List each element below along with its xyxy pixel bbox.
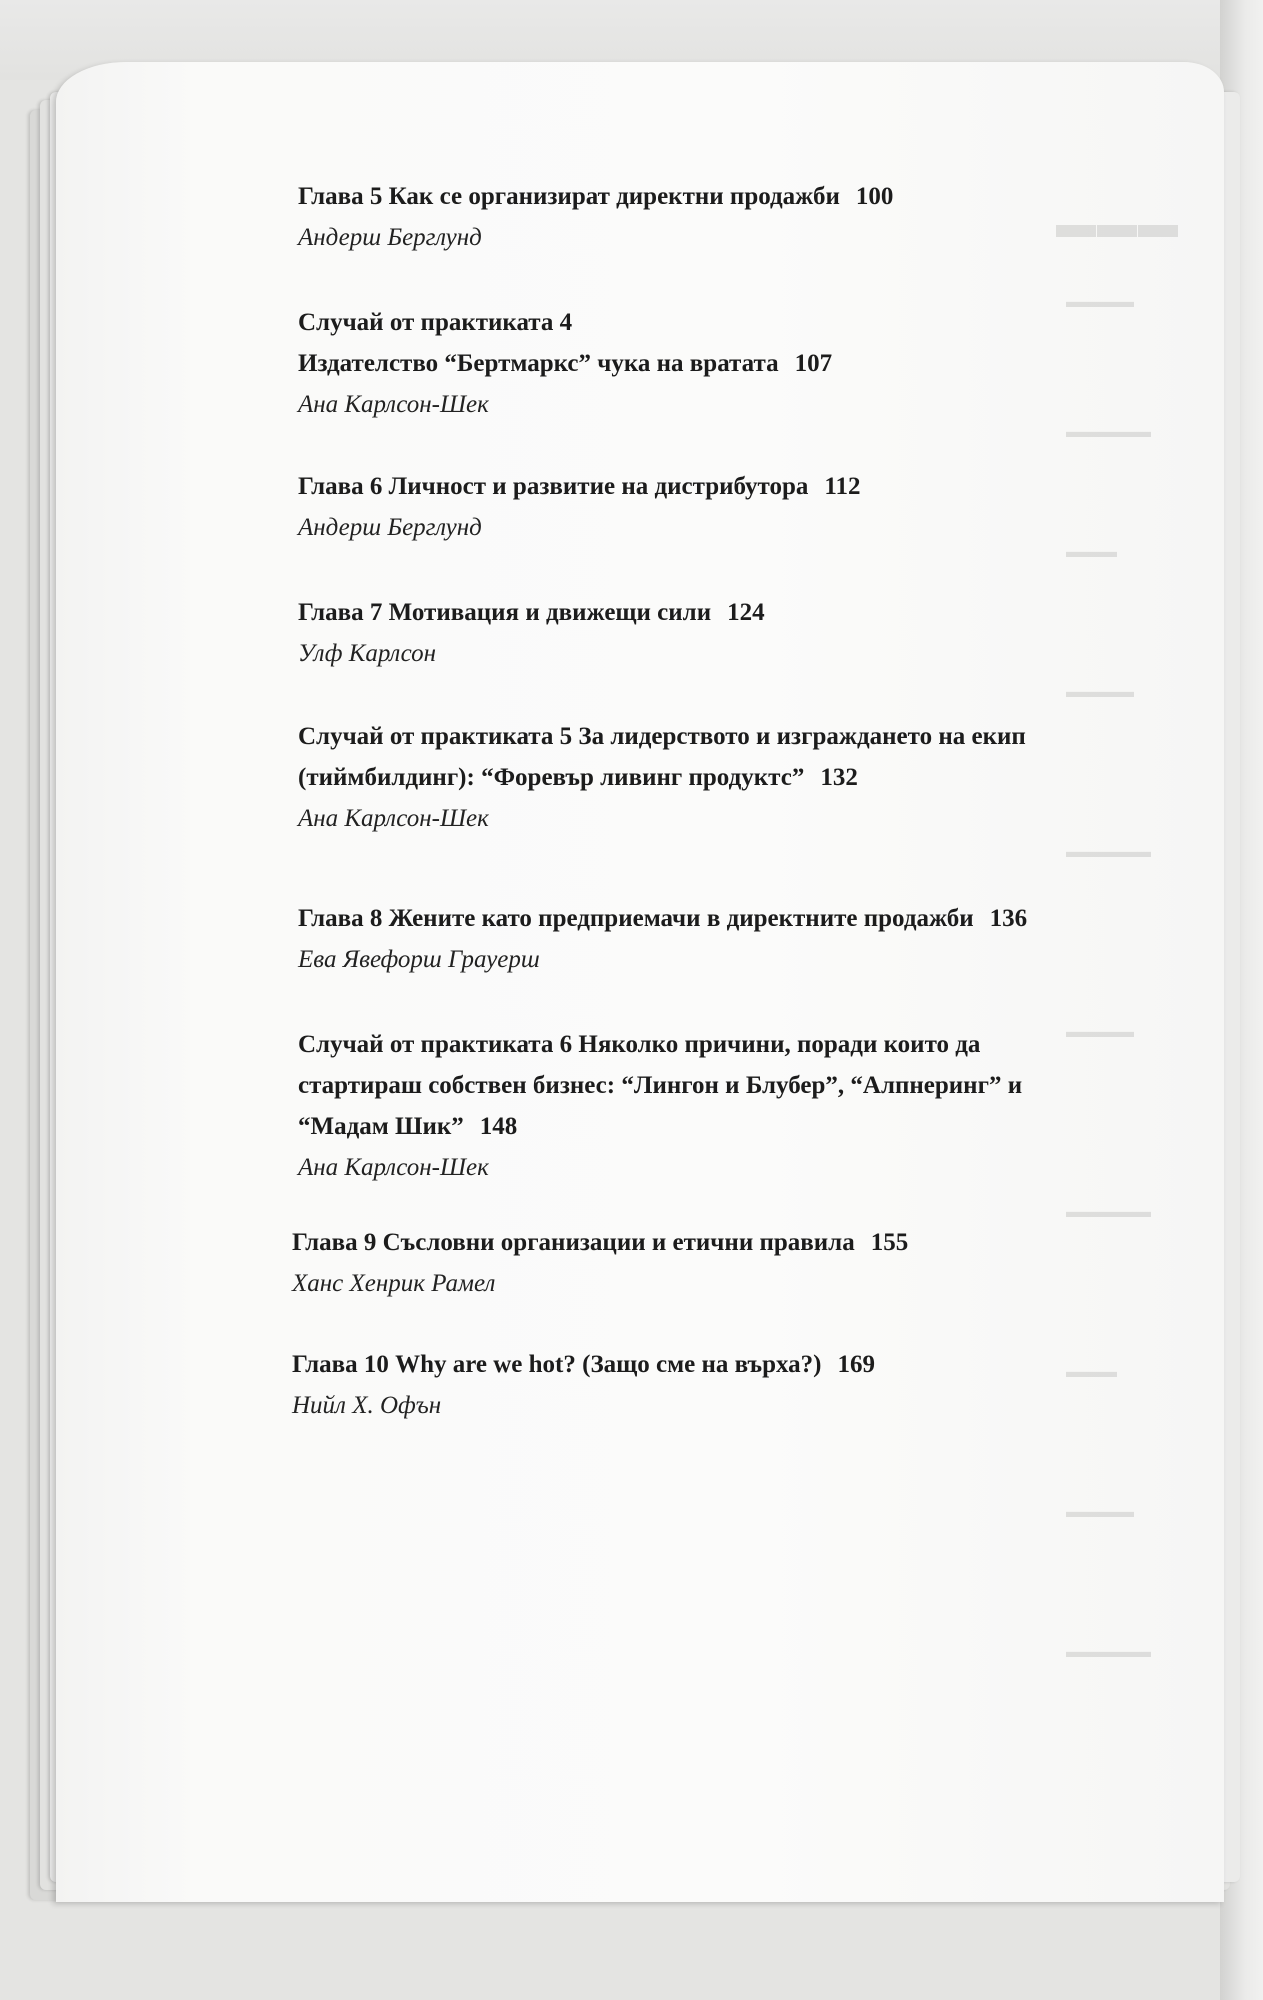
toc-entry-author: Андерш Берглунд [298, 224, 482, 251]
toc-page-number: 155 [870, 1229, 909, 1256]
toc-entry-title: Глава 10 Why are we hot? (Защо сме на върха?) 169 [292, 1351, 875, 1378]
toc-page-number: 148 [479, 1113, 518, 1140]
toc-entry-title: “Мадам Шик” 148 [298, 1113, 518, 1140]
toc-page-number: 107 [794, 350, 833, 377]
show-through-text: ▬▬▬▬▬ [1066, 842, 1151, 861]
toc-entry-title: Глава 5 Как се организират директни продажби 100 [298, 183, 894, 210]
toc-entry-author: Нийл Х. Офън [292, 1392, 442, 1419]
toc-entry-author: Ана Карлсон-Шек [298, 805, 489, 832]
toc-entry-author: Ана Карлсон-Шек [298, 1154, 489, 1181]
toc-entry [298, 466, 861, 548]
show-through-text: ▬▬▬▬ [1066, 1502, 1134, 1521]
toc-entry-author: Андерш Берглунд [298, 514, 482, 541]
toc-entry-title: Глава 6 Личност и развитие на дистрибутора 112 [298, 473, 861, 500]
toc-entry-author: Улф Карлсон [298, 640, 437, 667]
toc-entry [298, 716, 1026, 839]
toc-page-number: 112 [824, 473, 861, 500]
toc-entry [298, 176, 893, 258]
toc-entry-title: Глава 9 Съсловни организации и етични правила 155 [292, 1229, 909, 1256]
show-through-text: ▬▬▬▬▬ [1066, 1642, 1151, 1661]
show-through-text: ▬▬▬▬▬ [1066, 1202, 1151, 1221]
toc-entry-title: Издателство “Бертмаркс” чука на вратата 107 [298, 350, 833, 377]
toc-entry [298, 1024, 1022, 1188]
show-through-text: ▬▬▬ [1066, 542, 1117, 561]
show-through-heading: ▬▬▬ [1056, 201, 1179, 246]
toc-entry-title: Глава 7 Мотивация и движещи сили 124 [298, 599, 765, 626]
toc-page-number: 100 [855, 183, 894, 210]
toc-entry-title: Глава 8 Жените като предприемачи в директните продажби 136 [298, 905, 1028, 932]
toc-page-number: 169 [837, 1351, 875, 1378]
toc-page-number: 132 [820, 764, 858, 791]
toc-entry-title: Случай от практиката 5 За лидерството и изграждането на екип [298, 723, 1026, 750]
toc-entry-author: Ханс Хенрик Рамел [292, 1270, 496, 1297]
toc-entry-title: Случай от практиката 6 Няколко причини, поради които да [298, 1031, 981, 1058]
toc-entry [298, 592, 765, 674]
show-through-text: ▬▬▬▬ [1066, 292, 1134, 311]
toc-entry [292, 1344, 875, 1426]
toc-entry-title: Случай от практиката 4 [298, 309, 573, 336]
toc-entry-author: Ана Карлсон-Шек [298, 391, 489, 418]
show-through-text: ▬▬▬▬ [1066, 682, 1134, 701]
show-through-text: ▬▬▬ [1066, 1362, 1117, 1381]
toc-entry-author: Ева Явефорш Грауерш [298, 946, 540, 973]
toc-entry [298, 302, 832, 425]
toc-entry [292, 1222, 908, 1304]
show-through-text: ▬▬▬▬▬ [1066, 422, 1151, 441]
toc-page-number: 136 [989, 905, 1028, 932]
toc-entry [298, 898, 1027, 980]
toc-entry-title: стартираш собствен бизнес: “Лингон и Блубер”, “Алпнеринг” и [298, 1072, 1023, 1099]
toc-page-number: 124 [727, 599, 765, 626]
show-through-text: ▬▬▬▬ [1066, 1022, 1134, 1041]
toc-entry-title: (тиймбилдинг): “Форевър ливинг продуктс” 132 [298, 764, 858, 791]
